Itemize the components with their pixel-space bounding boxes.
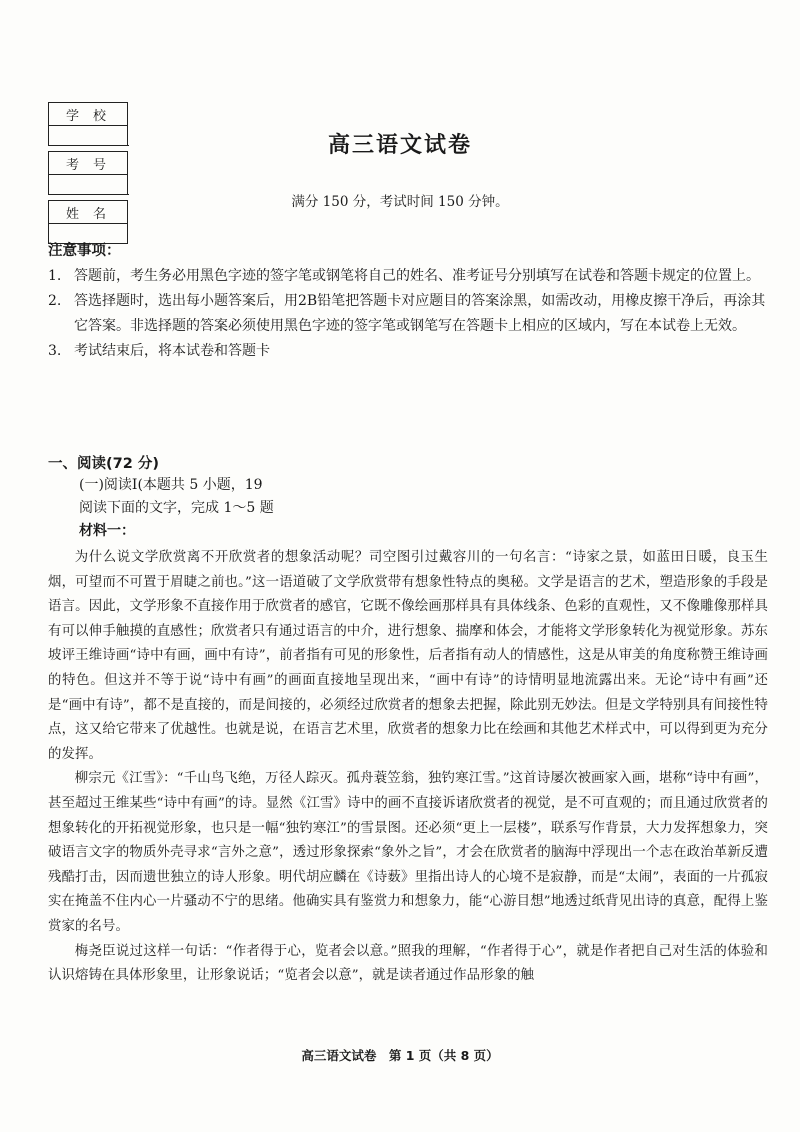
passage-paragraph: 梅尧臣说过这样一句话：“作者得于心，览者会以意。”照我的理解，“作者得于心”，就是作者把自己对生活的体验和认识熔铸在具体形象里，让形象说话；“览者会以意”，就是读者通过作品形象的触 <box>48 943 768 984</box>
subsection-title: (一)阅读Ⅰ(本题共 5 小题，19 <box>79 477 263 493</box>
page-footer: 高三语文试卷 第 1 页（共 8 页） <box>301 1048 499 1063</box>
exam-number-label: 考号 <box>49 151 127 174</box>
notice-number: 1. <box>48 268 62 284</box>
school-label: 学校 <box>49 102 127 125</box>
notice-heading: 注意事项： <box>48 243 121 259</box>
student-info-box <box>48 102 128 244</box>
passage-paragraph: 为什么说文学欣赏离不开欣赏者的想象活动呢？司空图引过戴容川的一句名言：“诗家之景，如蓝田日暖，良玉生烟，可望而不可置于眉睫之前也。”这一语道破了文学欣赏带有想象性特点的奥秘。文学是语言的艺术，塑造形象的手段是语言。因此，文学形象不直接作用于欣赏者的感官，它既不像绘画那样具有具体线条、色彩的直观性，又不像雕像那样具有可以伸手触摸的直感性；欣赏者只有通过语言的中介，进行想象、揣摩和体会，才能将文学形象转化为视觉形象。苏东坡评王维诗画“诗中有画，画中有诗”，前者指有可见的形象性，后者指有动人的情感性，这是从审美的角度称赞王维诗画的特色。但这并不等于说“诗中有画”的画面直接地呈现出来，“画中有诗”的诗情明显地流露出来。无论“诗中有画”还是“画中有诗”，都不是直接的，而是间接的，必须经过欣赏者的想象去把握，除此别无妙法。但是文学特别具有间接性特点，这又给它带来了优越性。也就是说，在语言艺术里，欣赏者的想象力比在绘画和其他艺术样式中，可以得到更为充分的发挥。 <box>48 550 768 762</box>
material-label: 材料一： <box>79 523 135 539</box>
notice-item <box>48 264 768 289</box>
notice-item <box>48 289 768 339</box>
school-field[interactable] <box>49 125 127 145</box>
section-intro <box>79 474 274 543</box>
exam-number-field[interactable] <box>49 174 127 194</box>
passage-paragraph: 柳宗元《江雪》：“千山鸟飞绝，万径人踪灭。孤舟蓑笠翁，独钓寒江雪。”这首诗屡次被画家入画，堪称“诗中有画”，甚至超过王维某些“诗中有画”的诗。显然《江雪》诗中的画不直接诉诸欣赏者的视觉，是不可直观的；而且通过欣赏者的想象转化的开拓视觉形象，也只是一幅“独钓寒江”的雪景图。还必须“更上一层楼”，联系写作背景，大力发挥想象力，突破语言文字的物质外壳寻求“言外之意”，透过形象探索“象外之旨”，才会在欣赏者的脑海中浮现出一个志在政治革新反遭残酷打击，因而遗世独立的诗人形象。明代胡应麟在《诗薮》里指出诗人的心境不是寂静，而是“太闹”，表面的一片孤寂实在掩盖不住内心一片骚动不宁的思绪。他确实具有鉴赏力和想象力，能“心游目想”地透过纸背见出诗的真意，配得上鉴赏家的名号。 <box>48 771 768 934</box>
notice-number: 2. <box>48 293 62 309</box>
exam-subtitle: 满分 150 分，考试时间 150 分钟。 <box>291 194 509 210</box>
reading-instruction: 阅读下面的文字，完成 1～5 题 <box>79 500 274 516</box>
section-heading: 一、阅读(72 分) <box>48 456 159 472</box>
name-label: 姓名 <box>49 200 127 223</box>
notice-text: 考试结束后，将本试卷和答题卡 <box>74 343 270 359</box>
notice-number: 3. <box>48 343 62 359</box>
notice-list <box>48 264 768 364</box>
page-title: 高三语文试卷 <box>327 133 472 158</box>
notice-text: 答题前，考生务必用黑色字迹的签字笔或钢笔将自己的姓名、准考证号分别填写在试卷和答题卡规定的位置上。 <box>74 268 760 284</box>
reading-passage <box>48 546 768 989</box>
notice-text: 答选择题时，选出每小题答案后，用2B铅笔把答题卡对应题目的答案涂黑，如需改动，用橡皮擦干净后，再涂其它答案。非选择题的答案必须使用黑色字迹的签字笔或钢笔写在答题卡上相应的区域内，写在本试卷上无效。 <box>74 293 766 334</box>
notice-item <box>48 339 768 364</box>
